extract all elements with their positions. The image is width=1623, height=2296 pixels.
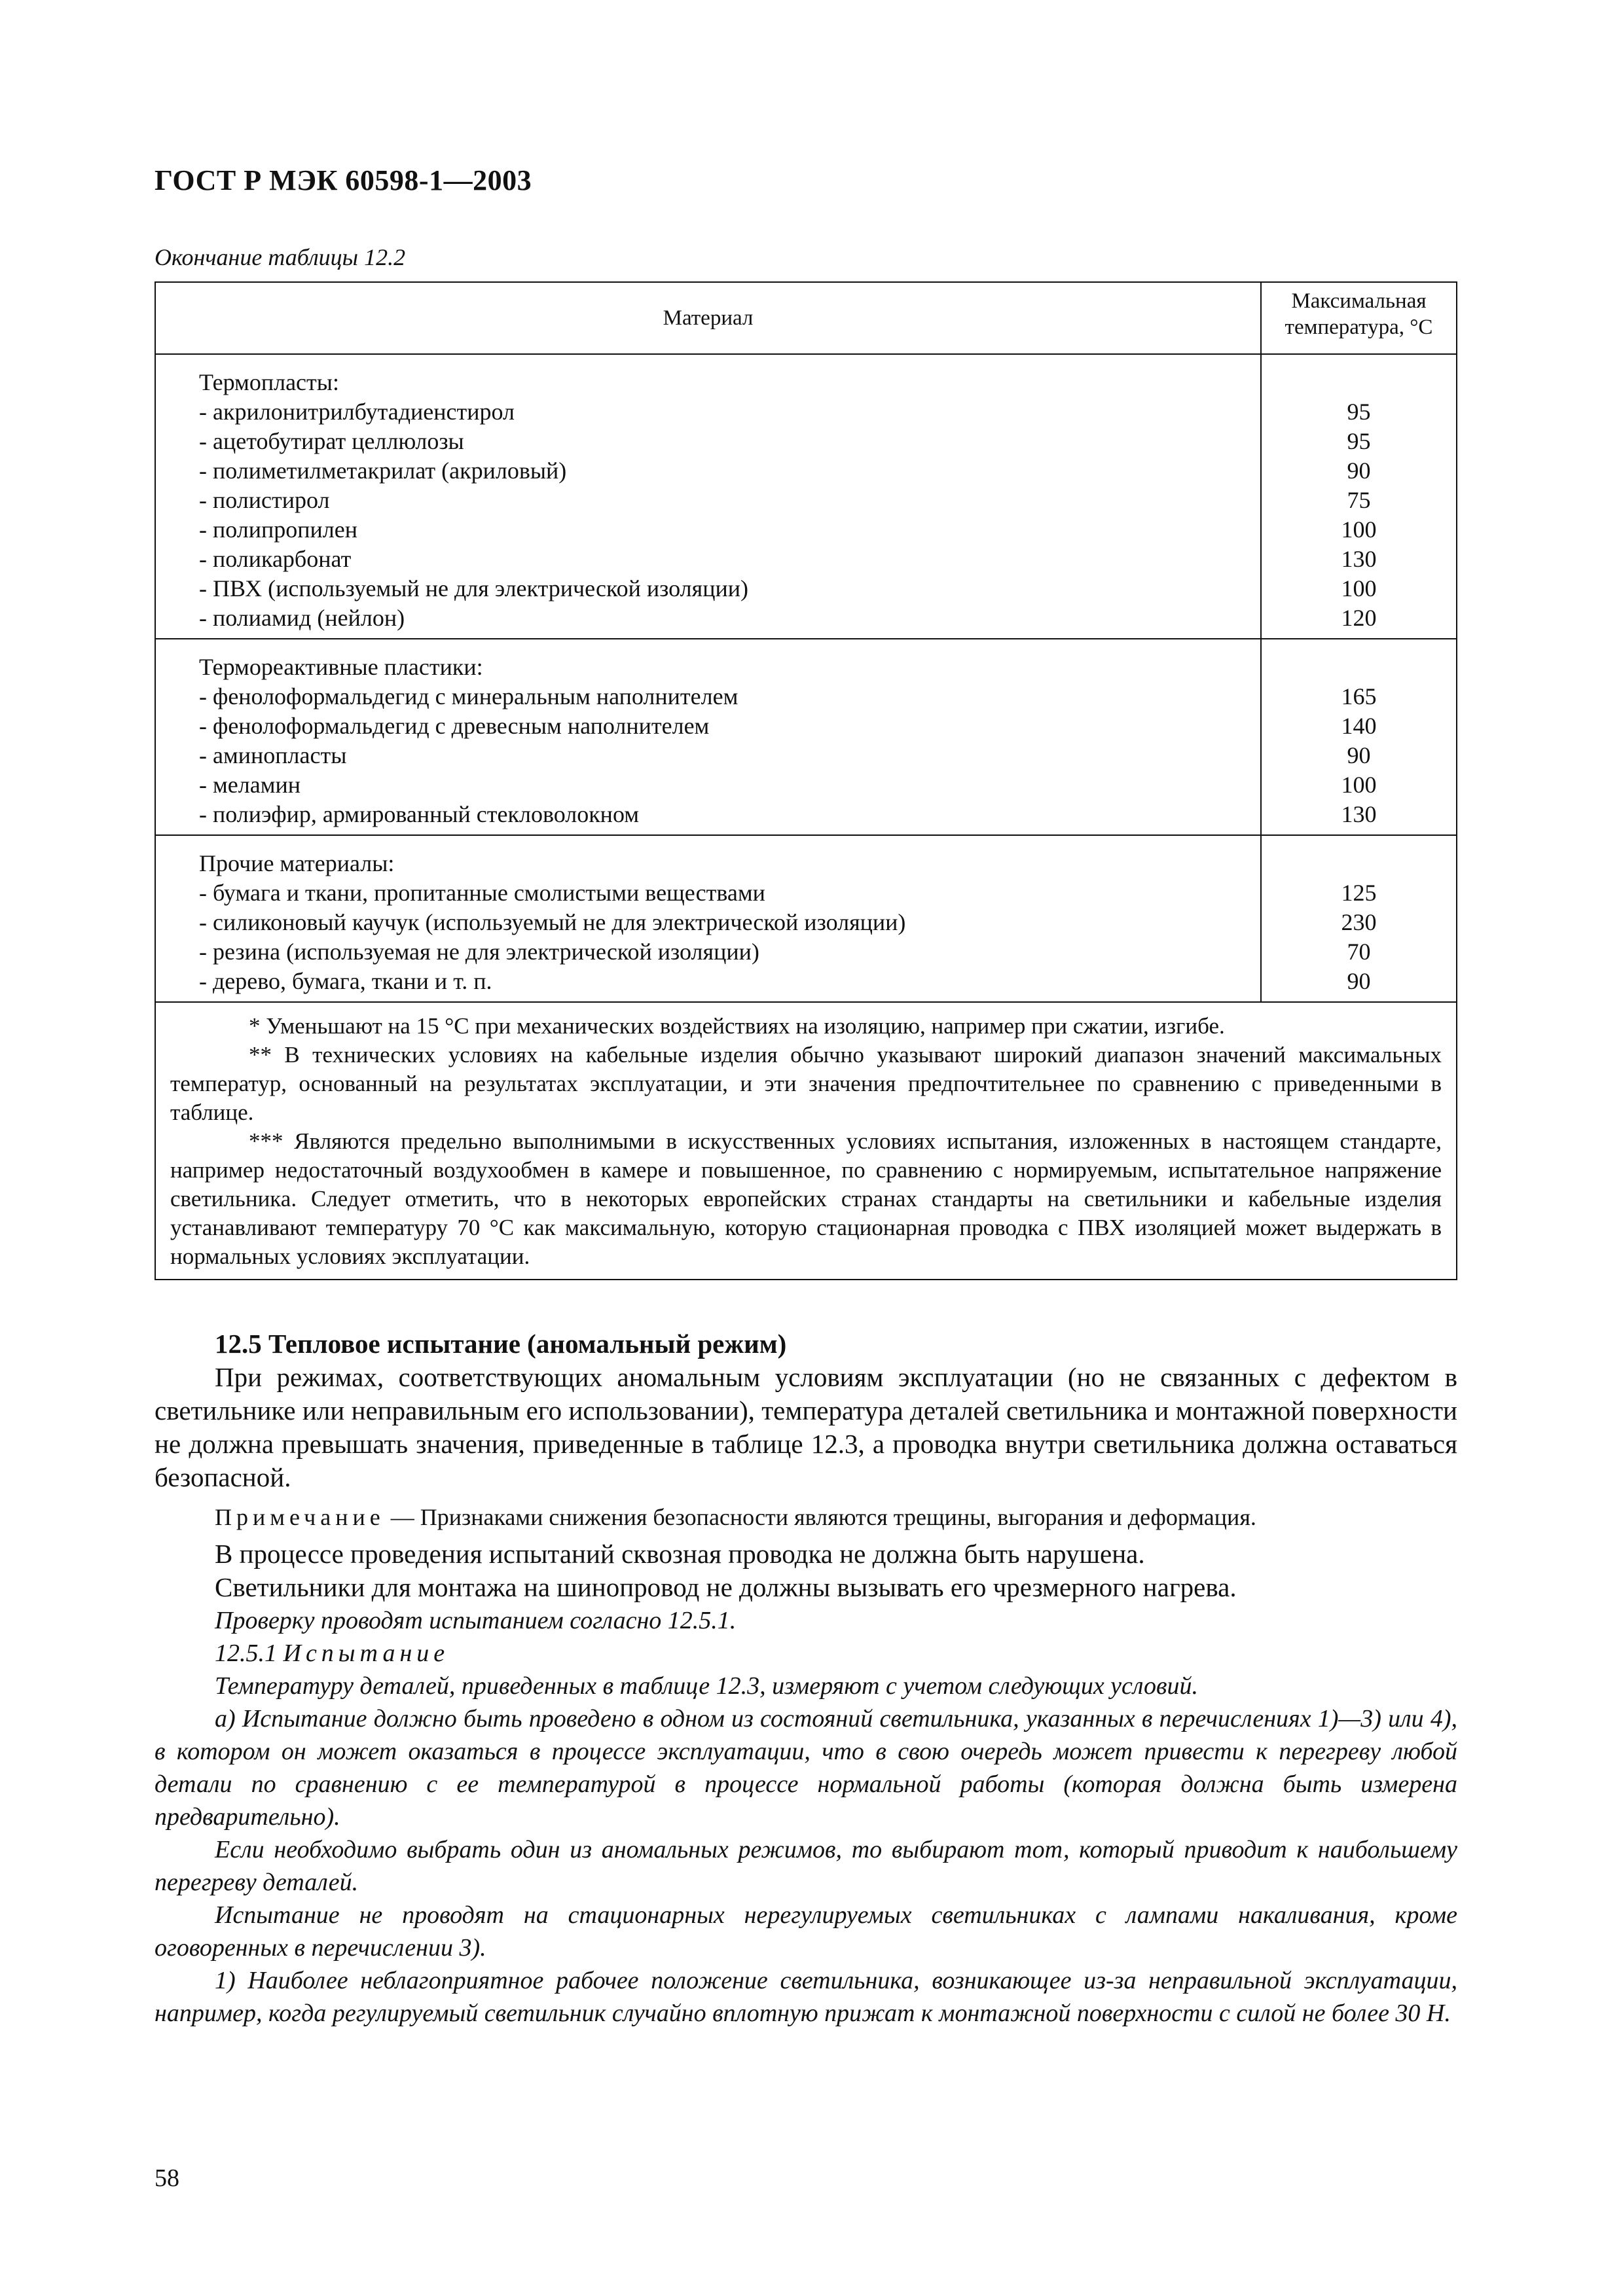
group-title: Термореактивные пластики: [199, 654, 483, 680]
material-name: - аминопласты [199, 742, 347, 768]
temperature-value: 70 [1347, 939, 1371, 965]
material-name: - резина (используемая не для электрической изоляции) [199, 939, 759, 965]
temperature-cell [1261, 835, 1457, 1002]
note-text: — Признаками снижения безопасности являются трещины, выгорания и деформация. [384, 1504, 1256, 1530]
materials-table [155, 281, 1457, 1280]
paragraph: Проверку проводят испытанием согласно 12.5.1. [215, 1607, 737, 1634]
temperature-value: 165 [1341, 683, 1377, 709]
material-name: - акрилонитрилбутадиенстирол [199, 399, 515, 425]
table-caption: Окончание таблицы 12.2 [155, 244, 406, 270]
subsection-heading [155, 1637, 1457, 1670]
material-name: - меламин [199, 772, 301, 798]
subsection-number: 12.5.1 [215, 1640, 283, 1667]
table-group-other-materials [155, 835, 1457, 1002]
material-cell [155, 354, 1261, 639]
temperature-value: 90 [1347, 742, 1371, 768]
temperature-value: 90 [1347, 968, 1371, 994]
material-name: - силиконовый каучук (используемый не для электрической изоляции) [199, 909, 906, 935]
material-name: - полиметилметакрилат (акриловый) [199, 457, 567, 484]
temperature-value: 95 [1347, 399, 1371, 425]
paragraph: Светильники для монтажа на шинопровод не должны вызывать его чрезмерного нагрева. [215, 1572, 1237, 1602]
material-cell [155, 639, 1261, 835]
footnote: *** Являются предельно выполнимыми в искусственных условиях испытания, изложенных в настоящем стандарте, например недостаточный воздухообмен в камере и повышенное, по сравнению с нормируемым, испытательное напряжение светильника. Следует отметить, что в некоторых европейских странах стандарты на светильники и кабельные изделия устанавливают температуру 70 °С как максимальную, которую стационарная проводка с ПВХ изоляцией может выдержать в нормальных условиях эксплуатации. [170, 1128, 1442, 1269]
material-cell [155, 835, 1261, 1002]
note-paragraph [155, 1501, 1457, 1534]
temperature-value: 120 [1341, 605, 1377, 631]
section-heading: 12.5 Тепловое испытание (аномальный режим) [215, 1329, 787, 1359]
paragraph: Если необходимо выбрать один из аномальных режимов, то выбирают тот, который приводит к наибольшему перегреву деталей. [155, 1836, 1457, 1896]
paragraph: Испытание не проводят на стационарных нерегулируемых светильниках с лампами накаливания, кроме оговоренных в перечислении 3). [155, 1901, 1457, 1962]
material-name: - полипропилен [199, 516, 358, 543]
material-name: - дерево, бумага, ткани и т. п. [199, 968, 492, 994]
table-group-thermosets [155, 639, 1457, 835]
paragraph: Температуру деталей, приведенных в таблице 12.3, измеряют с учетом следующих условий. [215, 1672, 1198, 1700]
material-name: - полиамид (нейлон) [199, 605, 405, 631]
table-footnotes [155, 1002, 1457, 1280]
note-label: Примечание [215, 1504, 385, 1530]
temperature-value: 95 [1347, 428, 1371, 454]
paragraph: а) Испытание должно быть проведено в одном из состояний светильника, указанных в перечислениях 1)—3) или 4), в котором он может оказаться в процессе эксплуатации, что в свою очередь может привести к перегреву любой детали по сравнению с ее температурой в процессе нормальной работы (которая должна быть измерена предварительно). [155, 1705, 1457, 1831]
material-name: - ПВХ (используемый не для электрической изоляции) [199, 575, 748, 601]
temperature-value: 100 [1341, 516, 1377, 543]
temperature-cell [1261, 354, 1457, 639]
temperature-value: 125 [1341, 880, 1377, 906]
group-title: Термопласты: [199, 369, 339, 395]
column-header-temperature: Максимальная температура, °С [1261, 282, 1457, 354]
paragraph: 1) Наиболее неблагоприятное рабочее положение светильника, возникающее из-за неправильной эксплуатации, например, когда регулируемый светильник случайно вплотную прижат к монтажной поверхности с силой не более 30 Н. [155, 1967, 1457, 2027]
subsection-title: Испытание [283, 1640, 450, 1667]
material-name: - фенолоформальдегид с минеральным наполнителем [199, 683, 739, 709]
material-name: - ацетобутират целлюлозы [199, 428, 464, 454]
temperature-value: 75 [1347, 487, 1371, 513]
material-name: - поликарбонат [199, 546, 352, 572]
temperature-value: 130 [1341, 801, 1377, 827]
paragraph: В процессе проведения испытаний сквозная проводка не должна быть нарушена. [215, 1539, 1145, 1569]
temperature-value: 140 [1341, 713, 1377, 739]
material-name: - полистирол [199, 487, 330, 513]
document-header: ГОСТ Р МЭК 60598-1—2003 [155, 164, 532, 196]
footnote: ** В технических условиях на кабельные изделия обычно указывают широкий диапазон значений максимальных температур, основанный на результатах эксплуатации, и эти значения предпочтительнее по сравнению с приведенными в таблице. [170, 1042, 1442, 1125]
temperature-cell [1261, 639, 1457, 835]
material-name: - фенолоформальдегид с древесным наполнителем [199, 713, 710, 739]
table-group-thermoplastics [155, 354, 1457, 639]
temperature-value: 90 [1347, 457, 1371, 484]
table-header-row [155, 282, 1457, 354]
temperature-value: 230 [1341, 909, 1377, 935]
section-body [155, 1327, 1457, 2030]
temperature-value: 100 [1341, 575, 1377, 601]
temperature-value: 130 [1341, 546, 1377, 572]
paragraph: При режимах, соответствующих аномальным условиям эксплуатации (но не связанных с дефектом в светильнике или неправильным его использовании), температура деталей светильника и монтажной поверхности не должна превышать значения, приведенные в таблице 12.3, а проводка внутри светильника должна оставаться безопасной. [155, 1362, 1457, 1492]
material-name: - бумага и ткани, пропитанные смолистыми веществами [199, 880, 765, 906]
group-title: Прочие материалы: [199, 850, 395, 876]
page-number: 58 [155, 2164, 179, 2192]
material-name: - полиэфир, армированный стекловолокном [199, 801, 640, 827]
temperature-value: 100 [1341, 772, 1377, 798]
footnote: * Уменьшают на 15 °С при механических воздействиях на изоляцию, например при сжатии, изгибе. [249, 1013, 1225, 1039]
table-notes-row [155, 1002, 1457, 1280]
column-header-material: Материал [155, 282, 1261, 354]
